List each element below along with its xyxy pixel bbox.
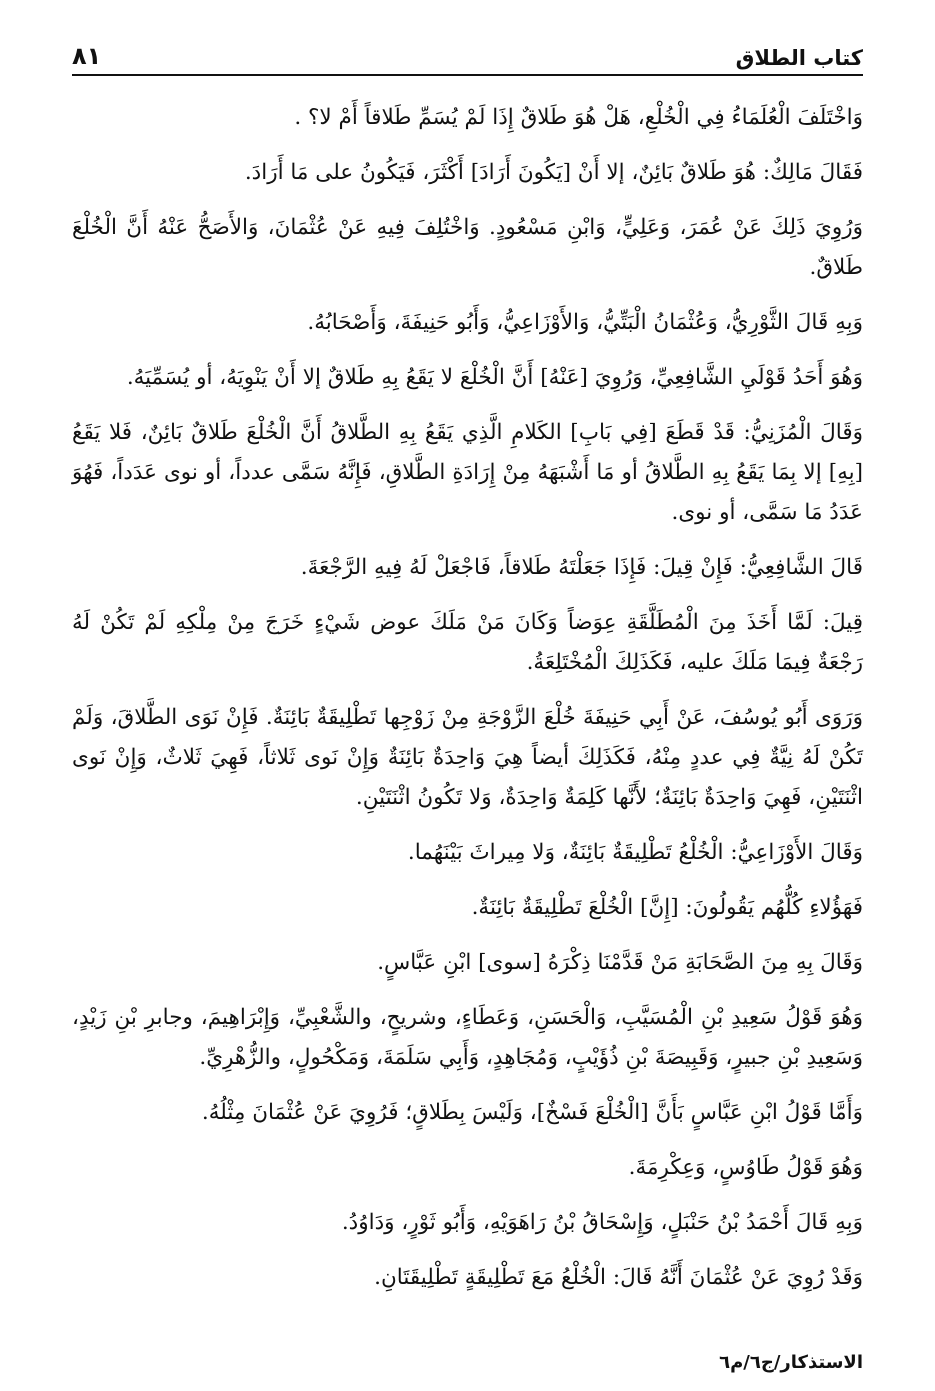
paragraph: قَالَ الشَّافِعِيُّ: فَإِنْ قِيلَ: فَإِذَا جَعَلْتَهُ طَلاقاً، فَاجْعَلْ لَهُ فِيهِ الرَّجْعَةَ. bbox=[300, 555, 863, 580]
paragraph: وَرَوَى أَبُو يُوسُفَ، عَنْ أَبِي حَنِيفَةَ خُلْعَ الزَّوْجَةِ مِنْ زَوْجِها تَطْلِيقَةٌ بَائِنَةٌ. فَإِنْ نَوَى الطَّلاقَ، وَلَمْ تَكُنْ لَهُ نِيَّةٌ فِي عددٍ مِنْهُ، فَكَذَلِكَ أيضاً هِيَ وَاحِدَةٌ بَائِنَةٌ وَإِنْ نَوى ثَلاثاً، فَهِيَ ثَلاثٌ، وَإِنْ نَوى اثْنَتَيْنِ، فَهِيَ وَاحِدَةٌ بَائِنَةٌ؛ لأَنَّها كَلِمَةٌ وَاحِدَةٌ، وَلا تَكُونُ اثْنَتَيْنِ. bbox=[72, 705, 863, 810]
paragraph: وَاخْتَلَفَ الْعُلَمَاءُ فِي الْخُلْعِ، هَلْ هُوَ طَلاقٌ إِذَا لَمْ يُسَمِّ طَلاقاً أَمْ لا؟ . bbox=[294, 105, 863, 130]
paragraph: وَرُوِيَ ذَلِكَ عَنْ عُمَرَ، وَعَلِيٍّ، وَابْنِ مَسْعُودٍ. وَاخْتُلِفَ فِيهِ عَنْ عُثْمَانَ، وَالأَصَحُّ عَنْهُ أَنَّ الْخُلْعَ طَلاقٌ. bbox=[72, 215, 863, 280]
paragraph: وَقَالَ بِهِ مِنَ الصَّحَابَةِ مَنْ قَدَّمْنَا ذِكْرَهُ [سوى] ابْنِ عَبَّاسٍ. bbox=[377, 950, 863, 975]
page-header bbox=[72, 30, 863, 76]
chapter-title: كتاب الطلاق bbox=[735, 46, 863, 70]
paragraph: وَأَمَّا قَوْلُ ابْنِ عَبَّاسٍ بَأَنَّ [الْخُلْعَ فَسْخٌ]، وَلَيْسَ بِطَلاقٍ؛ فَرُوِيَ عَنْ عُثْمَانَ مِثْلُهُ. bbox=[201, 1100, 863, 1125]
paragraph: وَهُوَ أَحَدُ قَوْلَيِ الشَّافِعِيِّ، وَرُوِيَ [عَنْهُ] أَنَّ الْخُلْعَ لا يَقَعُ بِهِ طَلاقٌ إلا أَنْ يَنْوِيَهُ، أو يُسَمِّيَهُ. bbox=[126, 365, 863, 390]
paragraph: وَبِهِ قَالَ الثَّوْرِيُّ، وَعُثْمَانُ الْبَتِّيُّ، وَالأَوْزَاعِيُّ، وَأَبُو حَنِيفَةَ، وَأَصْحَابُهُ. bbox=[307, 310, 863, 335]
paragraph: قِيلَ: لَمَّا أَخَذَ مِنَ الْمُطَلَّقَةِ عِوَضاً وَكَانَ مَنْ مَلَكَ عوض شَيْءٍ خَرَجَ مِنْ مِلْكِهِ لَمْ تَكُنْ لَهُ رَجْعَةٌ فِيمَا مَلَكَ عليه، فَكَذَلِكَ الْمُخْتَلِعَةُ. bbox=[72, 610, 863, 675]
paragraph: وَقَالَ الْمُزَنِيُّ: قَدْ قَطَعَ [فِي بَابِ] الكَلامِ الَّذِي يَقَعُ بِهِ الطَّلاقُ أَنَّ الْخُلْعَ طَلاقٌ بَائِنٌ، فَلا يَقَعُ [بِهِ] إلا بِمَا يَقَعُ بِهِ الطَّلاقُ أو مَا أَشْبَهَهُ مِنْ إِرَادَةِ الطَّلاقِ، فَإِنَّهُ سَمَّى عدداً، أو نوى عَدَداً، فَهُوَ عَدَدُ مَا سَمَّى، أو نوى. bbox=[72, 420, 863, 525]
body-text bbox=[72, 98, 863, 1298]
paragraph: فَهَؤُلاءِ كُلُّهُم يَقُولُونَ: [إِنَّ] الْخُلْعَ تَطْلِيقَةٌ بَائِنَةٌ. bbox=[471, 895, 863, 920]
paragraph: وَهُوَ قَوْلُ طَاوُسٍ، وَعِكْرِمَةَ. bbox=[628, 1155, 863, 1180]
paragraph: وَبِهِ قَالَ أَحْمَدُ بْنُ حَنْبَلٍ، وَإِسْحَاقُ بْنُ رَاهَوَيْهِ، وَأَبُو ثَوْرٍ، وَدَاوُدُ. bbox=[341, 1210, 863, 1235]
paragraph: فَقَالَ مَالِكٌ: هُوَ طَلاقٌ بَائِنٌ، إلا أَنْ [يَكُونَ أَرَادَ] أَكْثَرَ، فَيَكُونُ على مَا أَرَادَ. bbox=[244, 160, 863, 185]
paragraph: وَهُوَ قَوْلُ سَعِيدِ بْنِ الْمُسَيَّبِ، وَالْحَسَنِ، وَعَطَاءٍ، وشريحٍ، والشَّعْبِيِّ، وَإِبْرَاهِيمَ، وجابرِ بْنِ زَيْدٍ، وَسَعِيدِ بْنِ جبيرٍ، وَقَبِيصَةَ بْنِ ذُؤَيْبٍ، وَمُجَاهِدٍ، وَأَبِي سَلَمَةَ، وَمَكْحُولٍ، والزُّهْرِيِّ. bbox=[72, 1005, 863, 1070]
paragraph: وَقَالَ الأَوْزَاعِيُّ: الْخُلْعُ تَطْلِيقَةٌ بَائِنَةٌ، وَلا مِيراثَ بَيْنَهُما. bbox=[407, 840, 863, 865]
paragraph: وَقَدْ رُوِيَ عَنْ عُثْمَانَ أَنَّهُ قَالَ: الْخُلْعُ مَعَ تَطْلِيقَةٍ تَطْلِيقَتَانِ. bbox=[374, 1265, 863, 1290]
page-number: ٨١ bbox=[72, 42, 102, 70]
footer-signature: الاستذكار/ج٦/م٦ bbox=[719, 1352, 863, 1373]
